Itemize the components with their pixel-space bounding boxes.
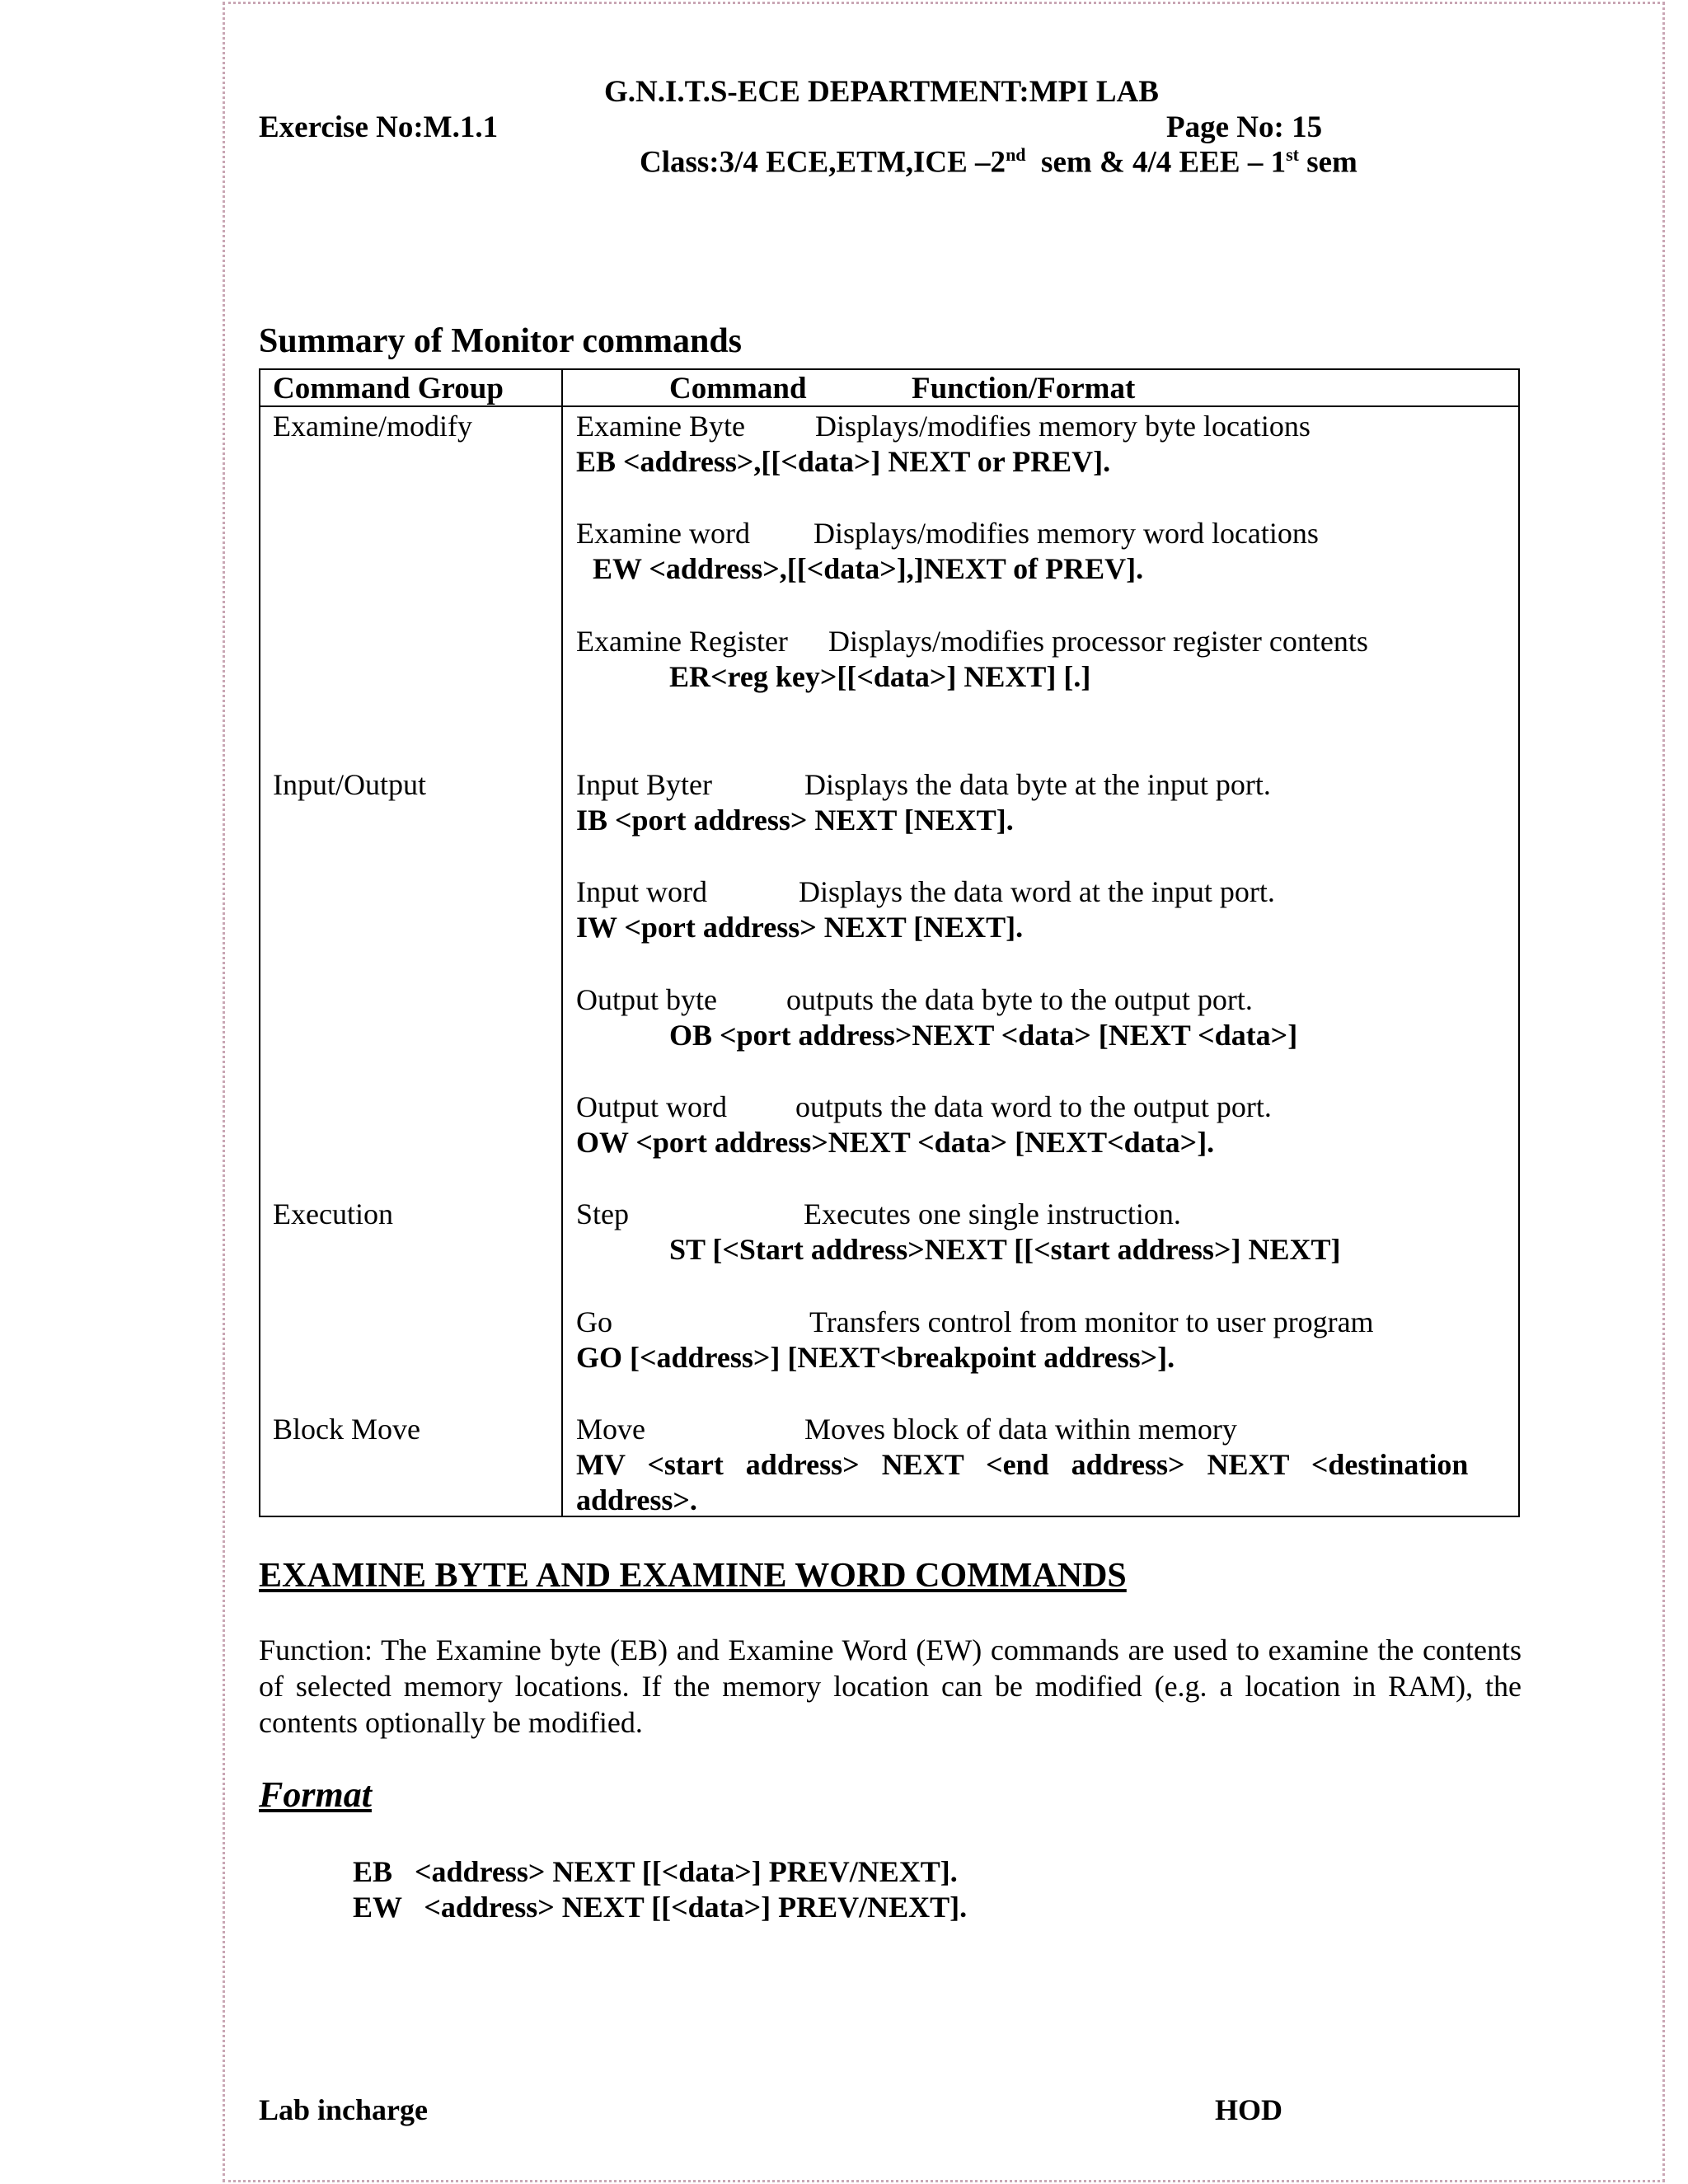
command-desc: outputs the data byte to the output port. <box>786 983 1253 1016</box>
command-name: Output word <box>576 1090 727 1123</box>
summary-title: Summary of Monitor commands <box>259 322 743 360</box>
column-header-function: Function/Format <box>912 372 1136 405</box>
table-column-divider <box>561 368 563 1517</box>
group-block-move: Block Move <box>273 1413 420 1446</box>
command-go <box>576 1305 1507 1376</box>
command-desc: Executes one single instruction. <box>804 1197 1181 1230</box>
command-desc: outputs the data word to the output port. <box>795 1090 1272 1123</box>
page-number: Page No: 15 <box>1166 110 1323 144</box>
command-desc: Moves block of data within memory <box>804 1413 1237 1446</box>
command-name: Step <box>576 1197 630 1230</box>
command-name: Examine word <box>576 517 750 550</box>
class-sup-1: nd <box>1006 144 1026 165</box>
group-examine-modify: Examine/modify <box>273 410 472 443</box>
command-format: IW <port address> NEXT [NEXT]. <box>576 911 1024 944</box>
command-format: EW <address>,[[<data>],]NEXT of PREV]. <box>593 552 1144 585</box>
command-examine-byte <box>576 409 1507 480</box>
column-header-group: Command Group <box>273 372 504 405</box>
command-step <box>576 1197 1507 1268</box>
command-desc: Displays the data word at the input port. <box>799 875 1275 908</box>
class-text-2: sem & 4/4 EEE – 1 <box>1025 145 1287 180</box>
command-format-line1: MV <start address> NEXT <end address> NEXT <destination <box>576 1448 1469 1481</box>
command-desc: Displays/modifies memory byte locations <box>815 410 1311 443</box>
command-format: IB <port address> NEXT [NEXT]. <box>576 804 1014 837</box>
command-format: GO [<address>] [NEXT<breakpoint address>]. <box>576 1341 1175 1374</box>
class-text-1: Class:3/4 ECE,ETM,ICE –2 <box>640 145 1006 180</box>
class-sup-2: st <box>1286 144 1299 165</box>
section-title: EXAMINE BYTE AND EXAMINE WORD COMMANDS <box>259 1557 1127 1595</box>
command-input-word <box>576 874 1507 945</box>
command-name: Examine Byte <box>576 410 745 443</box>
format-line-eb: EB <address> NEXT [[<data>] PREV/NEXT]. <box>353 1855 958 1888</box>
function-paragraph: Function: The Examine byte (EB) and Examine Word (EW) commands are used to examine the contents of selected memory locations. If the memory location can be modified (e.g. a location in RAM), the contents optionally be modified. <box>259 1633 1522 1739</box>
command-format: EB <address>,[[<data>] NEXT or PREV]. <box>576 445 1111 478</box>
command-name: Examine Register <box>576 625 788 658</box>
command-name: Input word <box>576 875 707 908</box>
command-desc: Transfers control from monitor to user program <box>809 1305 1374 1338</box>
group-input-output: Input/Output <box>273 768 426 801</box>
command-desc: Displays/modifies processor register contents <box>828 625 1368 658</box>
command-move <box>576 1412 1506 1518</box>
format-title: Format <box>259 1774 372 1815</box>
command-format: OW <port address>NEXT <data> [NEXT<data>]. <box>576 1126 1215 1159</box>
exercise-number: Exercise No:M.1.1 <box>259 110 499 144</box>
column-header-command: Command <box>669 372 807 405</box>
command-desc: Displays/modifies memory word locations <box>814 517 1319 550</box>
command-examine-register <box>576 624 1507 695</box>
command-output-byte <box>576 982 1507 1053</box>
lab-title: G.N.I.T.S-ECE DEPARTMENT:MPI LAB <box>604 75 1159 109</box>
command-desc: Displays the data byte at the input port. <box>804 768 1271 801</box>
class-text-3: sem <box>1298 145 1357 180</box>
signature-lab-incharge: Lab incharge <box>259 2093 429 2126</box>
class-info <box>640 144 1357 180</box>
command-name: Input Byter <box>576 768 712 801</box>
command-name: Go <box>576 1305 612 1338</box>
command-name: Output byte <box>576 983 717 1016</box>
command-format: OB <port address>NEXT <data> [NEXT <data>] <box>669 1019 1298 1052</box>
command-format: ER<reg key>[[<data>] NEXT] [.] <box>669 660 1091 693</box>
command-name: Move <box>576 1413 645 1446</box>
command-input-byter <box>576 767 1507 838</box>
command-format: ST [<Start address>NEXT [[<start address>] NEXT] <box>669 1233 1341 1266</box>
command-examine-word <box>576 516 1507 587</box>
format-line-ew: EW <address> NEXT [[<data>] PREV/NEXT]. <box>353 1891 968 1924</box>
command-format-line2: address>. <box>576 1483 697 1516</box>
group-execution: Execution <box>273 1197 393 1230</box>
signature-hod: HOD <box>1215 2093 1283 2126</box>
command-output-word <box>576 1090 1507 1160</box>
